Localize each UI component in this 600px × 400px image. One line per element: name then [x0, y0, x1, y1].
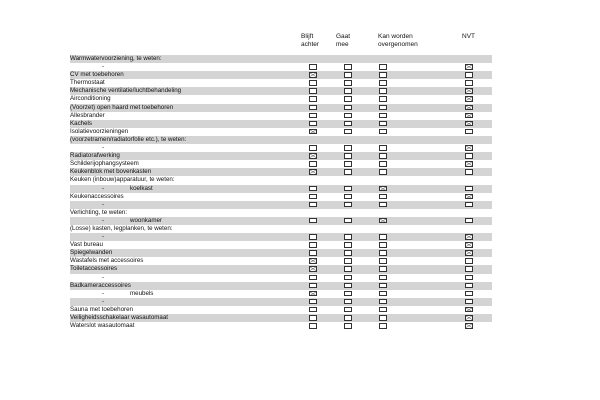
- table-row: [70, 193, 492, 201]
- table-row: [70, 128, 492, 136]
- checkbox-blijft-achter[interactable]: [309, 250, 317, 256]
- checkbox-gaat-mee[interactable]: [344, 80, 352, 86]
- checkbox-blijft-achter[interactable]: [309, 323, 317, 329]
- checkbox-gaat-mee[interactable]: [344, 307, 352, 313]
- row-dash: -: [102, 144, 105, 152]
- table-row: [70, 136, 492, 144]
- table-row: [70, 144, 492, 152]
- checkbox-nvt[interactable]: [465, 258, 473, 264]
- table-row: [70, 152, 492, 160]
- row-item-name: meubels: [130, 289, 154, 297]
- header-line: NVT: [462, 33, 475, 40]
- row-label: Verlichting, te weten:: [70, 208, 128, 216]
- checkbox-kan-worden-overgenomen[interactable]: [379, 202, 387, 208]
- row-item-name: woonkamer: [130, 216, 162, 224]
- checkbox-kan-worden-overgenomen[interactable]: [379, 234, 387, 240]
- row-label: Schilderijophangsysteem: [70, 160, 139, 168]
- checkbox-kan-worden-overgenomen[interactable]: [379, 96, 387, 102]
- checkbox-gaat-mee[interactable]: [344, 129, 352, 135]
- table-row: [70, 322, 492, 330]
- checkbox-nvt[interactable]: [465, 194, 473, 200]
- checkbox-nvt[interactable]: [465, 96, 473, 102]
- checkbox-kan-worden-overgenomen[interactable]: [379, 72, 387, 78]
- checkbox-blijft-achter[interactable]: [309, 64, 317, 70]
- row-label: Keuken (inbouw)apparatuur, te weten:: [70, 176, 175, 184]
- checkbox-kan-worden-overgenomen[interactable]: [379, 64, 387, 70]
- checkbox-kan-worden-overgenomen[interactable]: [379, 299, 387, 305]
- checkbox-gaat-mee[interactable]: [344, 258, 352, 264]
- row-label: Mechanische ventilatie/luchtbehandeling: [70, 87, 182, 95]
- checkbox-kan-worden-overgenomen[interactable]: [379, 80, 387, 86]
- table-row: [70, 79, 492, 87]
- table-row: [70, 160, 492, 168]
- checkbox-gaat-mee[interactable]: [344, 266, 352, 272]
- row-label: Warmwatervoorziening, te weten:: [70, 55, 162, 62]
- header-line: overgenomen: [378, 40, 418, 48]
- row-label: Thermostaat: [70, 79, 105, 87]
- checkbox-gaat-mee[interactable]: [344, 64, 352, 70]
- row-dash: -: [102, 184, 105, 192]
- checkbox-nvt[interactable]: [465, 250, 473, 256]
- row-label: Airconditioning: [70, 95, 111, 103]
- checkbox-gaat-mee[interactable]: [344, 202, 352, 208]
- row-label: Keukenaccessoires: [70, 192, 124, 200]
- column-header-nvt: [462, 33, 475, 41]
- checkbox-blijft-achter[interactable]: [309, 121, 317, 127]
- table-row: [70, 201, 492, 209]
- row-label: Radiatorafwerking: [70, 152, 120, 160]
- checkbox-nvt[interactable]: [465, 275, 473, 281]
- checkbox-gaat-mee[interactable]: [344, 161, 352, 167]
- checklist-table: [70, 55, 492, 330]
- checkbox-nvt[interactable]: [465, 291, 473, 297]
- checkbox-blijft-achter[interactable]: [309, 145, 317, 151]
- header-line: Gaat: [336, 33, 351, 40]
- row-label: Keukenblok met bovenkasten: [70, 168, 152, 176]
- table-row: [70, 233, 492, 241]
- checkbox-nvt[interactable]: [465, 80, 473, 86]
- checkbox-kan-worden-overgenomen[interactable]: [379, 121, 387, 127]
- checkbox-kan-worden-overgenomen[interactable]: [379, 218, 387, 224]
- checkbox-blijft-achter[interactable]: [309, 194, 317, 200]
- checkbox-kan-worden-overgenomen[interactable]: [379, 307, 387, 313]
- table-row: [70, 265, 492, 273]
- checkbox-kan-worden-overgenomen[interactable]: [379, 129, 387, 135]
- checkbox-blijft-achter[interactable]: [309, 299, 317, 305]
- row-dash: -: [102, 200, 105, 208]
- header-line: achter: [301, 40, 320, 48]
- table-row: [70, 168, 492, 176]
- checkbox-nvt[interactable]: [465, 315, 473, 321]
- checkbox-blijft-achter[interactable]: [309, 275, 317, 281]
- checkbox-nvt[interactable]: [465, 283, 473, 289]
- table-row: [70, 249, 492, 257]
- checkbox-nvt[interactable]: [465, 145, 473, 151]
- row-label: Wastafels met accessoires: [70, 257, 144, 265]
- table-row: [70, 95, 492, 103]
- table-row: [70, 306, 492, 314]
- checkbox-gaat-mee[interactable]: [344, 96, 352, 102]
- table-row: [70, 87, 492, 95]
- header-line: Blijft: [301, 33, 314, 40]
- checkbox-nvt[interactable]: [465, 153, 473, 159]
- checkbox-gaat-mee[interactable]: [344, 242, 352, 248]
- row-dash: -: [102, 297, 105, 305]
- checkbox-nvt[interactable]: [465, 72, 473, 78]
- table-row: [70, 63, 492, 71]
- row-dash: -: [102, 63, 105, 71]
- checkbox-kan-worden-overgenomen[interactable]: [379, 315, 387, 321]
- checkbox-blijft-achter[interactable]: [309, 153, 317, 159]
- table-row: [70, 112, 492, 120]
- column-header-kan-worden-overgenomen: [378, 33, 418, 48]
- checkbox-kan-worden-overgenomen[interactable]: [379, 323, 387, 329]
- checkbox-blijft-achter[interactable]: [309, 186, 317, 192]
- checkbox-kan-worden-overgenomen[interactable]: [379, 291, 387, 297]
- checkbox-gaat-mee[interactable]: [344, 145, 352, 151]
- header-line: mee: [336, 40, 349, 48]
- checkbox-kan-worden-overgenomen[interactable]: [379, 145, 387, 151]
- checkbox-kan-worden-overgenomen[interactable]: [379, 258, 387, 264]
- table-row: [70, 217, 492, 225]
- checkbox-gaat-mee[interactable]: [344, 315, 352, 321]
- table-row: [70, 282, 492, 290]
- checkbox-nvt[interactable]: [465, 64, 473, 70]
- table-row: [70, 120, 492, 128]
- checkbox-blijft-achter[interactable]: [309, 72, 317, 78]
- checkbox-nvt[interactable]: [465, 307, 473, 313]
- checkbox-nvt[interactable]: [465, 88, 473, 94]
- checkbox-gaat-mee[interactable]: [344, 153, 352, 159]
- checkbox-blijft-achter[interactable]: [309, 88, 317, 94]
- checkbox-blijft-achter[interactable]: [309, 129, 317, 135]
- checkbox-blijft-achter[interactable]: [309, 202, 317, 208]
- table-row: [70, 71, 492, 79]
- checkbox-kan-worden-overgenomen[interactable]: [379, 194, 387, 200]
- checkbox-gaat-mee[interactable]: [344, 194, 352, 200]
- checkbox-kan-worden-overgenomen[interactable]: [379, 113, 387, 119]
- checkbox-nvt[interactable]: [465, 202, 473, 208]
- checkbox-gaat-mee[interactable]: [344, 186, 352, 192]
- row-label: Badkameraccessoires: [70, 281, 131, 289]
- table-row: [70, 241, 492, 249]
- checkbox-blijft-achter[interactable]: [309, 307, 317, 313]
- checkbox-gaat-mee[interactable]: [344, 323, 352, 329]
- checkbox-kan-worden-overgenomen[interactable]: [379, 88, 387, 94]
- checkbox-blijft-achter[interactable]: [309, 80, 317, 86]
- checkbox-nvt[interactable]: [465, 105, 473, 111]
- checkbox-blijft-achter[interactable]: [309, 283, 317, 289]
- row-label: Sauna met toebehoren: [70, 305, 133, 313]
- row-label: Vast bureau: [70, 241, 103, 249]
- row-label: Spiegelwanden: [70, 249, 113, 257]
- table-row: [70, 290, 492, 298]
- checkbox-blijft-achter[interactable]: [309, 242, 317, 248]
- checkbox-blijft-achter[interactable]: [309, 218, 317, 224]
- table-row: [70, 274, 492, 282]
- column-header-gaat-mee: [336, 33, 350, 48]
- row-label: (Losse) kasten, legplanken, te weten:: [70, 224, 173, 232]
- checkbox-nvt[interactable]: [465, 186, 473, 192]
- checkbox-gaat-mee[interactable]: [344, 291, 352, 297]
- checkbox-nvt[interactable]: [465, 234, 473, 240]
- table-row: [70, 185, 492, 193]
- checkbox-kan-worden-overgenomen[interactable]: [379, 266, 387, 272]
- row-label: Allesbrander: [70, 111, 105, 119]
- checkbox-gaat-mee[interactable]: [344, 250, 352, 256]
- row-label: CV met toebehoren: [70, 71, 124, 79]
- checkbox-kan-worden-overgenomen[interactable]: [379, 186, 387, 192]
- checkbox-kan-worden-overgenomen[interactable]: [379, 169, 387, 175]
- row-label: Veiligheidsschakelaar wasautomaat: [70, 314, 169, 321]
- header-line: Kan worden: [378, 33, 413, 40]
- checkbox-nvt[interactable]: [465, 266, 473, 272]
- checkbox-kan-worden-overgenomen[interactable]: [379, 242, 387, 248]
- checkbox-blijft-achter[interactable]: [309, 258, 317, 264]
- checkbox-nvt[interactable]: [465, 161, 473, 167]
- checkbox-gaat-mee[interactable]: [344, 299, 352, 305]
- row-item-name: koelkast: [130, 184, 153, 192]
- row-label: Toiletaccessoires: [70, 265, 118, 273]
- checkbox-kan-worden-overgenomen[interactable]: [379, 161, 387, 167]
- checkbox-blijft-achter[interactable]: [309, 266, 317, 272]
- checkbox-blijft-achter[interactable]: [309, 105, 317, 111]
- checkbox-gaat-mee[interactable]: [344, 121, 352, 127]
- table-row: [70, 209, 492, 217]
- checkbox-gaat-mee[interactable]: [344, 283, 352, 289]
- checkbox-gaat-mee[interactable]: [344, 105, 352, 111]
- checkbox-kan-worden-overgenomen[interactable]: [379, 105, 387, 111]
- row-label: (Voorzet) open haard met toebehoren: [70, 103, 174, 111]
- checkbox-gaat-mee[interactable]: [344, 169, 352, 175]
- table-row: [70, 55, 492, 63]
- checkbox-gaat-mee[interactable]: [344, 275, 352, 281]
- table-row: [70, 257, 492, 265]
- checkbox-kan-worden-overgenomen[interactable]: [379, 153, 387, 159]
- table-row: [70, 104, 492, 112]
- checkbox-blijft-achter[interactable]: [309, 291, 317, 297]
- row-label: (voorzetramen/radiatorfolie etc.), te weten:: [70, 135, 187, 143]
- checkbox-nvt[interactable]: [465, 129, 473, 135]
- checkbox-blijft-achter[interactable]: [309, 161, 317, 167]
- checkbox-gaat-mee[interactable]: [344, 234, 352, 240]
- row-dash: -: [102, 273, 105, 281]
- table-row: [70, 225, 492, 233]
- checkbox-nvt[interactable]: [465, 121, 473, 127]
- row-dash: -: [102, 233, 105, 241]
- checkbox-nvt[interactable]: [465, 113, 473, 119]
- checkbox-kan-worden-overgenomen[interactable]: [379, 275, 387, 281]
- checkbox-blijft-achter[interactable]: [309, 234, 317, 240]
- checkbox-nvt[interactable]: [465, 299, 473, 305]
- column-header-blijft-achter: [301, 33, 319, 48]
- row-label: Isolatievoorzieningen: [70, 127, 129, 135]
- table-row: [70, 176, 492, 184]
- checkbox-nvt[interactable]: [465, 323, 473, 329]
- checkbox-kan-worden-overgenomen[interactable]: [379, 250, 387, 256]
- row-label: Waterslot wasautomaat: [70, 322, 135, 330]
- checkbox-gaat-mee[interactable]: [344, 218, 352, 224]
- checkbox-gaat-mee[interactable]: [344, 72, 352, 78]
- checkbox-blijft-achter[interactable]: [309, 169, 317, 175]
- checkbox-gaat-mee[interactable]: [344, 88, 352, 94]
- checkbox-kan-worden-overgenomen[interactable]: [379, 283, 387, 289]
- checkbox-blijft-achter[interactable]: [309, 113, 317, 119]
- row-dash: -: [102, 216, 105, 224]
- checkbox-blijft-achter[interactable]: [309, 315, 317, 321]
- row-dash: -: [102, 289, 105, 297]
- table-row: [70, 314, 492, 322]
- checkbox-blijft-achter[interactable]: [309, 96, 317, 102]
- checkbox-nvt[interactable]: [465, 218, 473, 224]
- checkbox-nvt[interactable]: [465, 242, 473, 248]
- row-label: Kachels: [70, 119, 93, 127]
- checkbox-nvt[interactable]: [465, 169, 473, 175]
- checkbox-gaat-mee[interactable]: [344, 113, 352, 119]
- table-row: [70, 298, 492, 306]
